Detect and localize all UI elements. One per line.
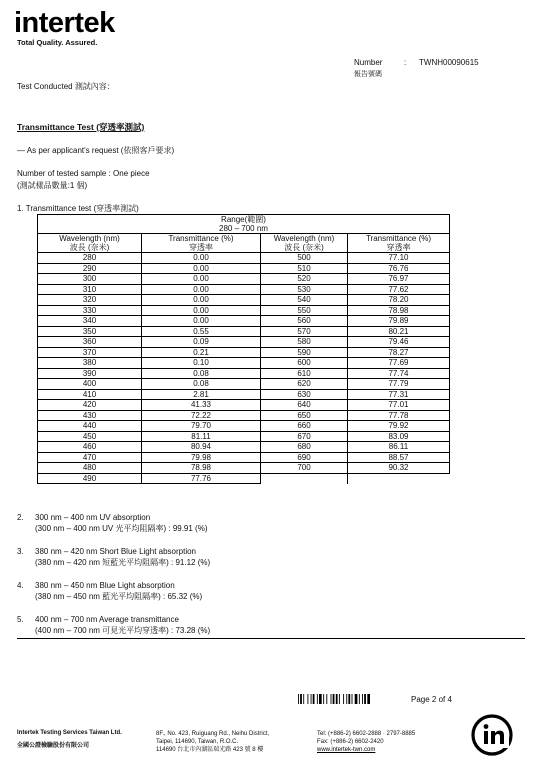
- wavelength-cell: 340: [38, 316, 142, 327]
- wavelength-cell: 520: [261, 274, 348, 285]
- result-item: [17, 546, 210, 568]
- result-number: 4.: [17, 581, 24, 590]
- wavelength-cell: 620: [261, 379, 348, 390]
- wavelength-cell: 660: [261, 421, 348, 432]
- transmittance-cell: 78.20: [348, 295, 450, 306]
- section-title: Transmittance Test (穿透率測試): [17, 122, 145, 132]
- transmittance-cell: 78.98: [348, 305, 450, 316]
- transmittance-cell: 83.09: [348, 431, 450, 442]
- transmittance-cell: 2.81: [142, 389, 261, 400]
- wavelength-cell: 670: [261, 431, 348, 442]
- wavelength-cell: 510: [261, 263, 348, 274]
- result-title: 380 nm – 450 nm Blue Light absorption: [35, 581, 175, 590]
- wavelength-cell: 640: [261, 400, 348, 411]
- col-label: Transmittance (%): [365, 234, 432, 243]
- col-label-zh: 穿透率: [386, 243, 411, 252]
- table-row: [38, 284, 450, 295]
- table-row: [38, 347, 450, 358]
- intertek-in-badge-icon: [468, 711, 516, 759]
- transmittance-cell: 0.08: [142, 368, 261, 379]
- logo-tagline: Total Quality. Assured.: [17, 38, 98, 47]
- divider-rule: [17, 638, 525, 639]
- col-header-wavelength-right: [261, 234, 348, 253]
- wavelength-cell: 330: [38, 305, 142, 316]
- result-number: 2.: [17, 513, 24, 522]
- wavelength-cell: 480: [38, 463, 142, 474]
- table-row: [38, 452, 450, 463]
- wavelength-cell: 590: [261, 347, 348, 358]
- table-row: [38, 431, 450, 442]
- footer-url[interactable]: [317, 746, 375, 754]
- transmittance-cell: 41.33: [142, 400, 261, 411]
- wavelength-cell: 440: [38, 421, 142, 432]
- result-item: [17, 512, 208, 534]
- report-number-label-zh: 報告號碼: [354, 71, 382, 78]
- table-row: [38, 263, 450, 274]
- footer-company-zh: 全國公證檢驗股份有限公司: [17, 743, 90, 749]
- footer-url-link[interactable]: www.intertek-twn.com: [317, 747, 376, 753]
- wavelength-cell: 580: [261, 337, 348, 348]
- transmittance-cell: 77.62: [348, 284, 450, 295]
- wavelength-cell: 450: [38, 431, 142, 442]
- transmittance-cell: 76.97: [348, 274, 450, 285]
- footer-fax: Fax: (+886-2) 6602-2420: [317, 739, 384, 745]
- range-value: 280 – 700 nm: [219, 224, 268, 233]
- result-value: (380 nm – 420 nm 短藍光平均阻隔率) : 91.12 (%): [35, 558, 211, 567]
- wavelength-cell: 630: [261, 389, 348, 400]
- result-title: 400 nm – 700 nm Average transmittance: [35, 615, 179, 624]
- wavelength-cell: 290: [38, 263, 142, 274]
- footer-company: Intertek Testing Services Taiwan Ltd.: [17, 730, 122, 736]
- transmittance-cell: 79.92: [348, 421, 450, 432]
- table-row: [38, 400, 450, 411]
- transmittance-cell: 80.21: [348, 326, 450, 337]
- col-label-zh: 波長 (奈米): [284, 243, 324, 252]
- item-1-title: 1. Transmittance test (穿透率測試): [17, 204, 139, 213]
- report-number-colon: :: [404, 58, 407, 67]
- table-row: [38, 295, 450, 306]
- sample-count: Number of tested sample : One piece: [17, 169, 150, 178]
- result-item: [17, 580, 202, 602]
- footer-tel: Tel: (+886-2) 6602-2888 · 2797-8885: [317, 731, 416, 737]
- result-number: 5.: [17, 615, 24, 624]
- transmittance-cell: 88.57: [348, 452, 450, 463]
- wavelength-cell: 410: [38, 389, 142, 400]
- table-row: [38, 358, 450, 369]
- wavelength-cell: 470: [38, 452, 142, 463]
- column-header-row: [38, 234, 450, 253]
- wavelength-cell: 550: [261, 305, 348, 316]
- wavelength-cell: 420: [38, 400, 142, 411]
- wavelength-cell: 500: [261, 253, 348, 264]
- transmittance-cell: 0.10: [142, 358, 261, 369]
- wavelength-cell: 690: [261, 452, 348, 463]
- col-label-zh: 穿透率: [189, 243, 213, 252]
- table-row: [38, 305, 450, 316]
- table-row: [38, 389, 450, 400]
- wavelength-cell: 600: [261, 358, 348, 369]
- footer-address-2: Taipei, 114690, Taiwan, R.O.C.: [156, 739, 239, 745]
- col-header-transmittance-right: [348, 234, 450, 253]
- col-header-transmittance-left: [142, 234, 261, 253]
- transmittance-cell: 0.00: [142, 305, 261, 316]
- transmittance-cell: 77.76: [142, 473, 261, 484]
- logo-text: intertek: [14, 7, 115, 39]
- transmittance-cell: 0.00: [142, 274, 261, 285]
- wavelength-cell: 530: [261, 284, 348, 295]
- transmittance-cell: 77.79: [348, 379, 450, 390]
- result-title: 380 nm – 420 nm Short Blue Light absorption: [35, 547, 196, 556]
- transmittance-cell: 77.01: [348, 400, 450, 411]
- page-number: Page 2 of 4: [411, 695, 452, 704]
- wavelength-cell: 380: [38, 358, 142, 369]
- table-row: [38, 463, 450, 474]
- transmittance-cell: 0.00: [142, 295, 261, 306]
- range-header: [38, 215, 450, 234]
- result-value: (400 nm – 700 nm 可見光平均穿透率) : 73.28 (%): [35, 626, 211, 635]
- result-title: 300 nm – 400 nm UV absorption: [35, 513, 151, 522]
- transmittance-cell: 80.94: [142, 442, 261, 453]
- empty-cell: [261, 473, 348, 484]
- wavelength-cell: 360: [38, 337, 142, 348]
- transmittance-cell: 79.98: [142, 452, 261, 463]
- wavelength-cell: 280: [38, 253, 142, 264]
- table-row: [38, 410, 450, 421]
- col-label: Wavelength (nm): [273, 234, 335, 243]
- transmittance-table: [37, 214, 450, 484]
- transmittance-cell: 79.46: [348, 337, 450, 348]
- col-label: Transmittance (%): [168, 234, 234, 243]
- transmittance-cell: 0.55: [142, 326, 261, 337]
- wavelength-cell: 400: [38, 379, 142, 390]
- transmittance-cell: 0.21: [142, 347, 261, 358]
- table-row: [38, 337, 450, 348]
- wavelength-cell: 610: [261, 368, 348, 379]
- col-label: Wavelength (nm): [59, 234, 120, 243]
- transmittance-cell: 77.31: [348, 389, 450, 400]
- wavelength-cell: 460: [38, 442, 142, 453]
- wavelength-cell: 560: [261, 316, 348, 327]
- wavelength-cell: 430: [38, 410, 142, 421]
- transmittance-cell: 77.74: [348, 368, 450, 379]
- transmittance-cell: 78.27: [348, 347, 450, 358]
- col-label-zh: 波長 (奈米): [69, 243, 110, 252]
- col-header-wavelength-left: [38, 234, 142, 253]
- result-value: (380 nm – 450 nm 藍光平均阻隔率) : 65.32 (%): [35, 592, 203, 601]
- wavelength-cell: 350: [38, 326, 142, 337]
- wavelength-cell: 650: [261, 410, 348, 421]
- table-row: [38, 326, 450, 337]
- transmittance-cell: 79.70: [142, 421, 261, 432]
- transmittance-cell: 0.00: [142, 263, 261, 274]
- result-value: (300 nm – 400 nm UV 光平均阻隔率) : 99.91 (%): [35, 524, 208, 533]
- footer-address-1: 8F., No. 423, Ruiguang Rd., Neihu District,: [156, 731, 270, 737]
- transmittance-cell: 77.78: [348, 410, 450, 421]
- table-body: [38, 253, 450, 484]
- empty-cell: [348, 473, 450, 484]
- table-row: [38, 368, 450, 379]
- wavelength-cell: 570: [261, 326, 348, 337]
- transmittance-cell: 0.00: [142, 316, 261, 327]
- wavelength-cell: 370: [38, 347, 142, 358]
- table-row: [38, 274, 450, 285]
- test-conducted-label: Test Conducted 測試內容：: [17, 82, 115, 91]
- wavelength-cell: 700: [261, 463, 348, 474]
- transmittance-cell: 81.11: [142, 431, 261, 442]
- table-row: [38, 473, 450, 484]
- result-number: 3.: [17, 547, 24, 556]
- transmittance-cell: 72.22: [142, 410, 261, 421]
- report-number-label: Number: [354, 58, 383, 67]
- transmittance-cell: 0.08: [142, 379, 261, 390]
- transmittance-cell: 86.11: [348, 442, 450, 453]
- intertek-logo: [14, 6, 115, 40]
- table-row: [38, 316, 450, 327]
- footer-address-zh: 114690 台北市內湖區瑞光路 423 號 8 樓: [156, 747, 264, 753]
- table-row: [38, 379, 450, 390]
- request-note: — As per applicant's request (依照客戶要求): [17, 146, 175, 155]
- wavelength-cell: 320: [38, 295, 142, 306]
- transmittance-cell: 0.00: [142, 253, 261, 264]
- wavelength-cell: 490: [38, 473, 142, 484]
- range-header-row: [38, 215, 450, 234]
- transmittance-cell: 77.10: [348, 253, 450, 264]
- transmittance-cell: 77.69: [348, 358, 450, 369]
- table-row: [38, 421, 450, 432]
- transmittance-cell: 90.32: [348, 463, 450, 474]
- result-item: [17, 614, 210, 636]
- wavelength-cell: 540: [261, 295, 348, 306]
- range-title: Range(範圍): [221, 215, 266, 224]
- transmittance-cell: 78.98: [142, 463, 261, 474]
- report-number-value: TWNH00090615: [419, 58, 479, 67]
- table-row: [38, 253, 450, 264]
- transmittance-cell: 79.89: [348, 316, 450, 327]
- transmittance-cell: 0.00: [142, 284, 261, 295]
- wavelength-cell: 680: [261, 442, 348, 453]
- wavelength-cell: 390: [38, 368, 142, 379]
- wavelength-cell: 310: [38, 284, 142, 295]
- barcode-icon: [298, 694, 404, 704]
- sample-count-zh: (測試樣品數量:1 個): [17, 181, 88, 190]
- wavelength-cell: 300: [38, 274, 142, 285]
- transmittance-cell: 0.09: [142, 337, 261, 348]
- table-row: [38, 442, 450, 453]
- transmittance-cell: 76.76: [348, 263, 450, 274]
